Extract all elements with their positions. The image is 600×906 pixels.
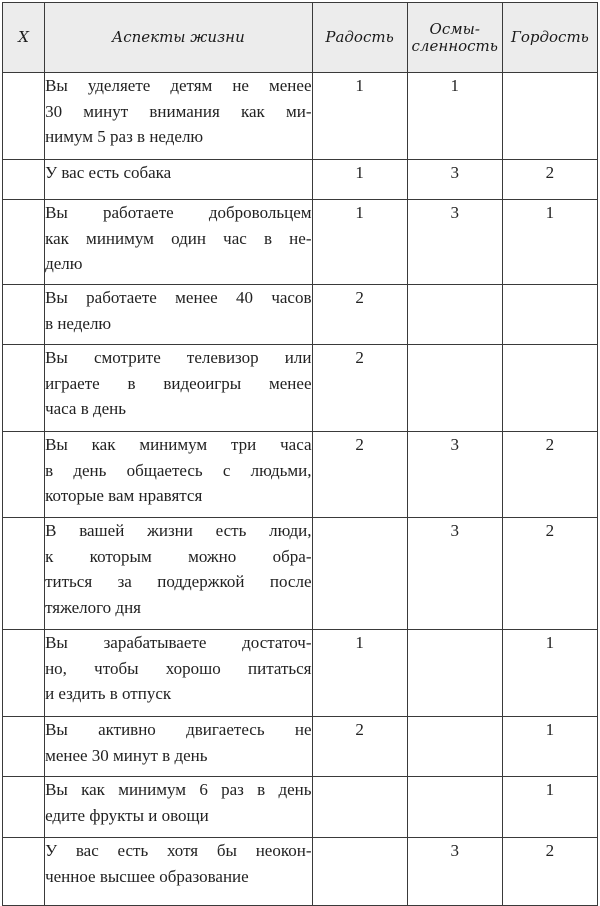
aspect-line: которые вам нравятся [45,486,203,505]
aspect-cell [45,838,312,906]
aspect-line: У вас есть собака [45,163,172,182]
table-row [3,73,598,160]
aspect-line: 30 минут внимания как ми- [45,101,312,121]
joy-cell: 1 [312,73,407,160]
row-check-cell [3,73,45,160]
aspect-line: но, чтобы хорошо питаться [45,658,312,678]
aspect-line: Вы работаете добровольцем [45,203,312,222]
aspect-line: Вы как минимум три часа [45,435,312,454]
header-meaning [407,3,502,73]
aspect-line: к которым можно обра- [45,546,312,566]
meaning-cell [407,717,502,777]
header-aspects: Аспекты жизни [45,3,312,73]
joy-cell: 1 [312,630,407,717]
meaning-cell: 1 [407,73,502,160]
meaning-cell: 3 [407,838,502,906]
pride-cell: 2 [502,518,597,630]
aspect-line: Вы смотрите телевизор или [45,348,312,367]
joy-cell: 1 [312,200,407,285]
table-row [3,777,598,838]
meaning-cell: 3 [407,518,502,630]
joy-cell [312,777,407,838]
aspect-line: и ездить в отпуск [45,684,172,703]
header-joy: Радость [312,3,407,73]
aspect-line: едите фрукты и овощи [45,805,209,825]
aspect-line: как минимум один час в не- [45,228,312,248]
table-row [3,285,598,345]
aspect-cell [45,717,312,777]
pride-cell: 1 [502,200,597,285]
aspect-line: В вашей жизни есть люди, [45,521,312,540]
header-x: Х [3,3,45,73]
meaning-cell [407,777,502,838]
meaning-cell [407,345,502,432]
header-meaning-line: Осмы- [429,19,480,38]
table-row [3,200,598,285]
table-body [3,73,598,906]
joy-cell: 1 [312,160,407,200]
pride-cell: 1 [502,630,597,717]
aspect-cell [45,518,312,630]
aspect-line: менее 30 минут в день [45,745,208,765]
aspect-cell [45,73,312,160]
header-pride: Гордость [502,3,597,73]
joy-cell: 2 [312,285,407,345]
joy-cell [312,838,407,906]
row-check-cell [3,717,45,777]
aspect-line: часа в день [45,399,127,418]
aspect-line: титься за поддержкой после [45,572,312,591]
pride-cell: 2 [502,432,597,518]
row-check-cell [3,160,45,200]
joy-cell: 2 [312,717,407,777]
aspect-line: делю [45,254,83,273]
row-check-cell [3,777,45,838]
aspect-line: нимум 5 раз в неделю [45,127,204,146]
header-row [3,3,598,73]
aspect-line: Вы активно двигаетесь не [45,720,312,739]
aspect-cell [45,630,312,717]
table-row [3,518,598,630]
aspect-cell [45,432,312,518]
aspect-line: У вас есть хотя бы неокон- [45,841,312,860]
row-check-cell [3,285,45,345]
aspect-cell [45,777,312,838]
pride-cell [502,345,597,432]
aspect-cell [45,285,312,345]
aspect-line: Вы зарабатываете достаточ- [45,633,312,652]
row-check-cell [3,345,45,432]
aspect-line: играете в видеоигры менее [45,373,312,393]
meaning-cell: 3 [407,160,502,200]
table-row [3,838,598,906]
life-aspects-table [2,2,598,906]
aspect-cell [45,345,312,432]
pride-cell: 2 [502,838,597,906]
table-row [3,160,598,200]
header-meaning-line: сленность [411,36,498,55]
aspect-cell [45,160,312,200]
joy-cell [312,518,407,630]
pride-cell: 1 [502,777,597,838]
pride-cell [502,285,597,345]
joy-cell: 2 [312,345,407,432]
aspect-line: в неделю [45,313,112,333]
aspect-line: Вы работаете менее 40 часов [45,288,312,307]
aspect-line: ченное высшее образование [45,866,249,886]
aspect-line: тяжелого дня [45,597,142,617]
row-check-cell [3,518,45,630]
row-check-cell [3,432,45,518]
table-row [3,630,598,717]
row-check-cell [3,200,45,285]
meaning-cell: 3 [407,200,502,285]
meaning-cell [407,630,502,717]
meaning-cell [407,285,502,345]
table-row [3,432,598,518]
row-check-cell [3,630,45,717]
pride-cell: 2 [502,160,597,200]
joy-cell: 2 [312,432,407,518]
aspect-line: Вы уделяете детям не менее [45,76,312,95]
meaning-cell: 3 [407,432,502,518]
aspect-line: в день общаетесь с людьми, [45,460,312,480]
table-row [3,345,598,432]
pride-cell: 1 [502,717,597,777]
aspect-line: Вы как минимум 6 раз в день [45,780,312,799]
row-check-cell [3,838,45,906]
table-row [3,717,598,777]
aspect-cell [45,200,312,285]
pride-cell [502,73,597,160]
